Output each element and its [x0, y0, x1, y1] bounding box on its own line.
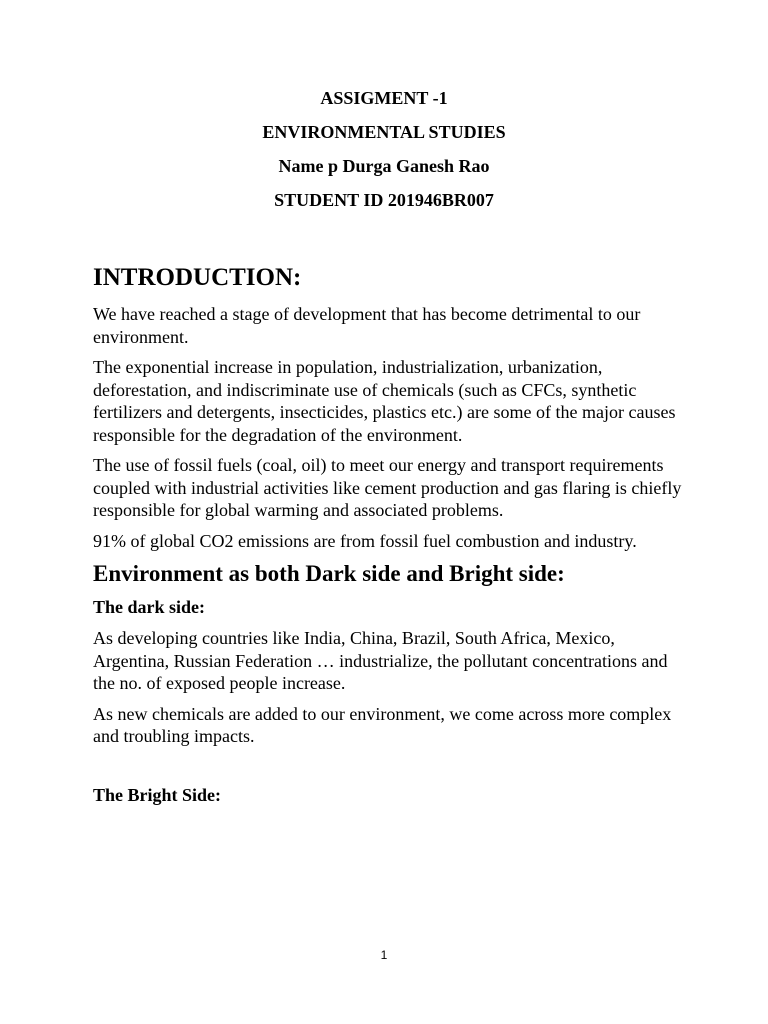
document-body — [93, 262, 683, 815]
subject-title: ENVIRONMENTAL STUDIES — [262, 122, 506, 142]
dark-side-heading: The dark side: — [93, 597, 206, 617]
section-spacer — [93, 756, 683, 784]
document-header — [0, 88, 768, 224]
student-name: Name p Durga Ganesh Rao — [278, 156, 490, 176]
intro-paragraph: The exponential increase in population, industrialization, urbanization, deforestation, and indiscriminate use of chemicals (such as CFCs, synthetic fertilizers and detergents, insecticides, plastics etc.) are some of the major causes responsible for the degradation of the environment. — [93, 357, 676, 445]
dark-side-paragraph: As developing countries like India, China, Brazil, South Africa, Mexico, Argentina, Russian Federation … industrialize, the pollutant concentrations and the no. of exposed people increase. — [93, 628, 668, 693]
intro-paragraph: The use of fossil fuels (coal, oil) to meet our energy and transport requirements coupled with industrial activities like cement production and gas flaring is chiefly responsible for global warming and associated problems. — [93, 455, 682, 520]
intro-paragraph: 91% of global CO2 emissions are from fossil fuel combustion and industry. — [93, 530, 637, 551]
introduction-heading: INTRODUCTION: — [93, 264, 302, 291]
environment-section-heading: Environment as both Dark side and Bright side: — [93, 561, 565, 586]
page-number: 1 — [380, 948, 388, 962]
student-id: STUDENT ID 201946BR007 — [274, 190, 494, 210]
bright-side-heading: The Bright Side: — [93, 784, 222, 805]
assignment-title: ASSIGMENT -1 — [320, 88, 448, 108]
intro-paragraph: We have reached a stage of development that has become detrimental to our environment. — [93, 304, 641, 347]
dark-side-paragraph: As new chemicals are added to our environment, we come across more complex and troubling impacts. — [93, 703, 672, 746]
